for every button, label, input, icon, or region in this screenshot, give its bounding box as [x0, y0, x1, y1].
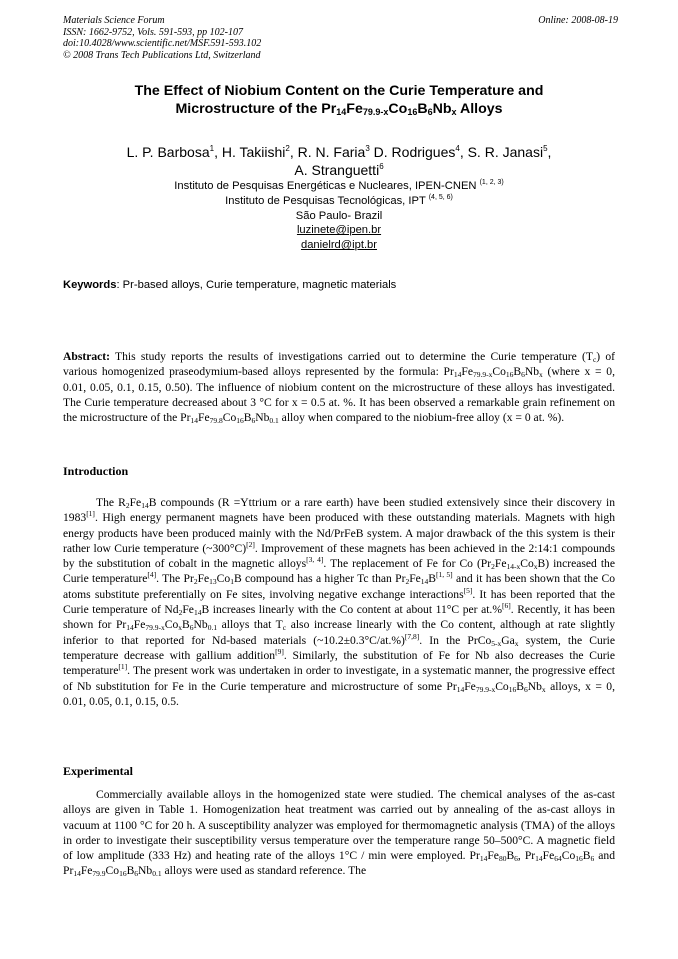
- section-heading-experimental: Experimental: [63, 764, 133, 778]
- doi-line: doi:10.4028/www.scientific.net/MSF.591-593.102: [63, 38, 262, 50]
- keywords: Keywords: Pr-based alloys, Curie temperature, magnetic materials: [63, 279, 397, 291]
- abstract-paragraph: Abstract: This study reports the results of investigations carried out to determine the Curie temperature $(T_c)$ of various homogenized praseodymium-based alloys represented by the formula: $Pr_{14}Fe_{79.9-x}Co_{16}B_6Nb_x$ (where x = 0, 0.01, 0.05, 0.1, 0.15, 0.50). The influence of niobium content on the microstructure of these alloys has investigated. The Curie temperature decreased about 3 °C for x = 0.5 at. %. It has been observed a remarkable grain refinement on the microstructure of the $Pr_{14}Fe_{79.8}Co_{16}B_6Nb_{0.1}$ alloy when compared to the niobium-free alloy (x = 0 at. %).: [63, 350, 616, 426]
- email-link-2[interactable]: danielrd@ipt.br: [300, 239, 378, 252]
- affiliation-ipen: Instituto de Pesquisas Energéticas e Nucleares, IPEN-CNEN: [174, 180, 477, 192]
- affiliation-ipt: Instituto de Pesquisas Tecnológicas, IPT: [225, 194, 426, 207]
- section-heading-introduction: Introduction: [63, 464, 129, 478]
- journal-header: [63, 15, 618, 61]
- online-date: Online: 2008-08-19: [538, 15, 618, 26]
- author-3: R. N. Faria: [297, 144, 366, 160]
- introduction-paragraph: The $R_2Fe_{14}B$ compounds (R =Yttrium or a rare earth) have been studied extensively since their discovery in 1983[1]. High energy permanent magnets have been produced with these outstanding materials. Magnets with high energy products have been produced mainly with the Nd/PrFeB system. A major drawback of the this system is their rather low Curie temperature (~300°C)[2]. Improvement of these magnets has been achieved in the 2:14:1 compounds by the substitution of cobalt in the magnetic alloys[3, 4]. The replacement of Fe for Co $(Pr_2Fe_{14-x}Co_xB)$ increased the Curie temperature[4]. The $Pr_2Fe_{13}Co_1B$ compound has a higher Tc than $Pr_2Fe_{14}B[1, 5]$ and it has been shown that the Co atoms substitute preferentially on Fe sites, involving negative exchange interactions[5]. It has been reported that the Curie temperature of $Nd_2Fe_{14}B$ increases linearly with the Co content at about 11°C per at.%[6]. Recently, it has been shown for $Pr_{14}Fe_{79.9-x}Co_xB_6Nb_{0.1}$ alloys that $T_c$ also increase linearly with the Co content, although at rate slightly inferior to that reported for Nd-based materials (~10.2±0.3°C/at.%)[7,8]. In the $PrCo_{5-x}Ga_x$ system, the Curie temperature decrease with gallium addition[9]. Similarly, the substitution of Fe for Nb also decreases the Curie temperature[1]. The present work was undertaken in order to investigate, in a systematic manner, the progressive effect of Nb substitution for Fe in the Curie temperature and microstructure of some $Pr_{14}Fe_{79.9-x}Co_{16}B_6Nb_x$ alloys, x = 0, 0.01, 0.05, 0.1, 0.15, 0.5.: [63, 496, 615, 708]
- author-4: D. Rodrigues: [373, 144, 456, 160]
- email-link-1[interactable]: luzinete@ipen.br: [296, 224, 382, 237]
- affiliation-city: São Paulo- Brazil: [295, 209, 383, 222]
- title-line-2: Microstructure of the $Pr_{14}Fe_{79.9-x}Co_{16}B_6Nb_x$ Alloys: [175, 101, 503, 117]
- experimental-paragraph: Commercially available alloys in the homogenized state were studied. The chemical analyses of the as-cast alloys are given in Table 1. Homogenization heat treatment was carried out by annealing of the as-cast alloys in vacuum at 1100 °C for 20 h. A susceptibility analyzer was employed for thermomagnetic analysis (TMA) of the alloys in order to investigate their susceptibility versus temperature over the temperature range 50–500°C. A magnetic field of low amplitude (333 Hz) and heating rate of the alloys 1°C / min were employed. $Pr_{14}Fe_{80}B_6$, $Pr_{14}Fe_{64}Co_{16}B_6$ and $Pr_{14}Fe_{79.9}Co_{16}B_6Nb_{0.1}$ alloys were used as standard reference. The: [63, 788, 616, 879]
- author-6: A. Stranguetti: [294, 162, 380, 178]
- author-list: L. P. Barbosa$^1$, H. Takiishi$^2$, R. N. Faria$^3$ D. Rodrigues$^4$, S. R. Janasi$^5$, A. Stranguetti$^6$: [126, 144, 552, 178]
- issn-line: ISSN: 1662-9752, Vols. 591-593, pp 102-107: [63, 26, 243, 38]
- title-line-1: The Effect of Niobium Content on the Curie Temperature and: [134, 83, 544, 99]
- author-1: L. P. Barbosa: [126, 144, 210, 160]
- author-5: S. R. Janasi: [467, 144, 544, 160]
- journal-name: Materials Science Forum: [63, 15, 165, 26]
- copyright-line: © 2008 Trans Tech Publications Ltd, Switzerland: [63, 49, 261, 61]
- affiliations: Instituto de Pesquisas Energéticas e Nucleares, IPEN-CNEN $^{(1, 2, 3)}$ Instituto de Pesquisas Tecnológicas, IPT $^{(4, 5, 6)}$ São Paulo- Brazil luzinete@ipen.br danielrd@ipt.br: [63, 179, 615, 253]
- paper-title: [63, 82, 615, 118]
- abstract-label: Abstract:: [63, 350, 111, 363]
- author-2: H. Takiishi: [221, 144, 286, 160]
